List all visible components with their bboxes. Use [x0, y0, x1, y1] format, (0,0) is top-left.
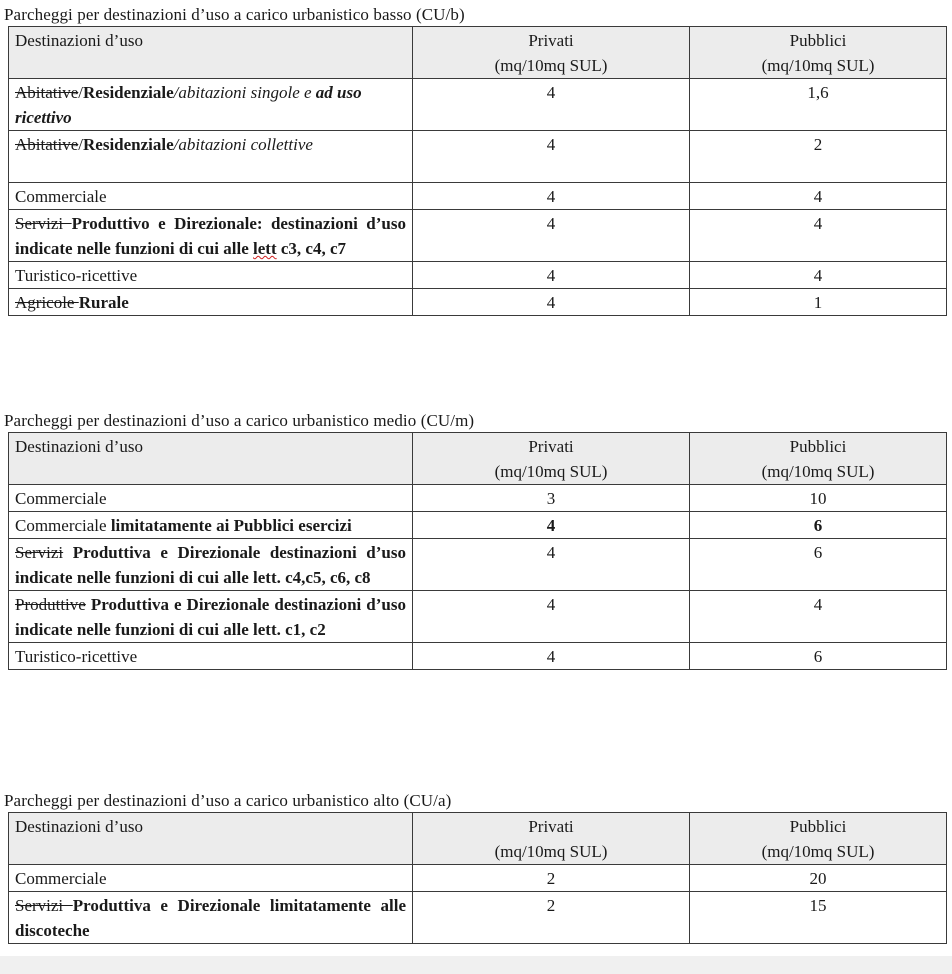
table-header-row	[9, 27, 947, 79]
bold-text: Produttiva e Direzionale destinazioni d’uso indicate nelle funzioni di cui alle lett. c4,c5, c6, c8	[15, 543, 406, 587]
table-row	[9, 210, 947, 262]
use-cell: Commerciale	[9, 865, 413, 892]
public-value: 20	[690, 865, 947, 892]
slash-text: /	[78, 135, 83, 154]
header-private	[413, 813, 690, 865]
table-row	[9, 591, 947, 643]
private-value: 4	[413, 210, 690, 262]
strike-text: Produttive	[15, 595, 86, 614]
table-row	[9, 865, 947, 892]
table-row	[9, 79, 947, 131]
plain-text: Commerciale	[15, 516, 107, 535]
table-row	[9, 485, 947, 512]
private-value: 3	[413, 485, 690, 512]
use-cell: Turistico-ricettive	[9, 262, 413, 289]
private-value: 4	[413, 289, 690, 316]
spellcheck-word: lett	[253, 239, 277, 258]
public-value: 10	[690, 485, 947, 512]
header-private	[413, 27, 690, 79]
italic-text: /abitazioni collettive	[173, 135, 313, 154]
bold-italic-text: ad uso ricettivo	[15, 83, 362, 127]
bold-text: Produttivo e Direzionale: destinazioni d’uso indicate nelle funzioni di cui alle	[15, 214, 406, 258]
public-value: 1,6	[690, 79, 947, 131]
use-cell	[9, 289, 413, 316]
use-cell	[9, 539, 413, 591]
header-public-label: Pubblici	[789, 437, 847, 456]
use-cell	[9, 591, 413, 643]
header-private-label: Privati	[528, 437, 574, 456]
table-row	[9, 643, 947, 670]
section-caption: Parcheggi per destinazioni d’uso a carico urbanistico alto (CU/a)	[4, 791, 452, 810]
section-cu-a	[0, 790, 952, 944]
table-header-row	[9, 813, 947, 865]
bold-text: Rurale	[78, 293, 129, 312]
header-public-label: Pubblici	[789, 31, 847, 50]
strike-text: Servizi	[15, 214, 72, 233]
header-public-label: Pubblici	[789, 817, 847, 836]
section-cu-b	[0, 4, 952, 316]
bold-text: Residenziale	[83, 135, 174, 154]
public-value	[690, 512, 947, 539]
public-value: 2	[690, 131, 947, 183]
parking-table-cu-m	[8, 432, 947, 670]
section-caption: Parcheggi per destinazioni d’uso a carico urbanistico medio (CU/m)	[4, 411, 475, 430]
private-value: 4	[413, 643, 690, 670]
use-cell: Commerciale	[9, 485, 413, 512]
public-value: 15	[690, 892, 947, 944]
header-public-unit: (mq/10mq SUL)	[761, 842, 875, 861]
use-cell	[9, 892, 413, 944]
table-row	[9, 512, 947, 539]
document-bottom-edge	[0, 956, 952, 974]
private-value: 4	[413, 183, 690, 210]
use-cell	[9, 512, 413, 539]
public-value: 6	[690, 643, 947, 670]
strike-text: Abitative	[15, 83, 79, 102]
table-row	[9, 892, 947, 944]
public-value: 1	[690, 289, 947, 316]
bold-text: Residenziale	[83, 83, 174, 102]
public-value: 4	[690, 183, 947, 210]
use-cell	[9, 79, 413, 131]
private-value: 4	[413, 591, 690, 643]
header-private	[413, 433, 690, 485]
slash-text: /	[78, 83, 83, 102]
parking-table-cu-a	[8, 812, 947, 944]
strike-text: Abitative	[15, 135, 79, 154]
header-private-label: Privati	[528, 31, 574, 50]
parking-table-cu-b	[8, 26, 947, 316]
private-value-bold: 4	[546, 516, 556, 535]
header-private-label: Privati	[528, 817, 574, 836]
header-public	[690, 433, 947, 485]
italic-text: /abitazioni singole e	[173, 83, 312, 102]
section-caption: Parcheggi per destinazioni d’uso a carico urbanistico basso (CU/b)	[4, 5, 465, 24]
table-row	[9, 289, 947, 316]
header-use: Destinazioni d’uso	[9, 27, 413, 79]
header-public-unit: (mq/10mq SUL)	[761, 462, 875, 481]
header-private-unit: (mq/10mq SUL)	[494, 56, 608, 75]
private-value	[413, 512, 690, 539]
private-value: 4	[413, 262, 690, 289]
header-private-unit: (mq/10mq SUL)	[494, 842, 608, 861]
public-value: 6	[690, 539, 947, 591]
use-cell	[9, 210, 413, 262]
bold-text: limitatamente ai Pubblici esercizi	[106, 516, 352, 535]
strike-text: Servizi	[15, 543, 64, 562]
header-private-unit: (mq/10mq SUL)	[494, 462, 608, 481]
bold-text: Produttiva e Direzionale destinazioni d’uso indicate nelle funzioni di cui alle lett. c1, c2	[15, 595, 406, 639]
table-row	[9, 539, 947, 591]
private-value: 4	[413, 131, 690, 183]
public-value: 4	[690, 262, 947, 289]
public-value: 4	[690, 591, 947, 643]
header-use: Destinazioni d’uso	[9, 813, 413, 865]
strike-text: Agricole	[15, 293, 79, 312]
header-public-unit: (mq/10mq SUL)	[761, 56, 875, 75]
private-value: 2	[413, 865, 690, 892]
header-public	[690, 813, 947, 865]
table-row	[9, 131, 947, 183]
private-value: 4	[413, 539, 690, 591]
header-public	[690, 27, 947, 79]
private-value: 2	[413, 892, 690, 944]
table-header-row	[9, 433, 947, 485]
table-row	[9, 262, 947, 289]
bold-text: c3, c4, c7	[276, 239, 346, 258]
strike-text: Servizi	[15, 896, 73, 915]
table-row	[9, 183, 947, 210]
private-value: 4	[413, 79, 690, 131]
bold-text: Produttiva e Direzionale limitatamente alle discoteche	[15, 896, 406, 940]
header-use: Destinazioni d’uso	[9, 433, 413, 485]
public-value: 4	[690, 210, 947, 262]
section-cu-m	[0, 410, 952, 670]
use-cell	[9, 131, 413, 183]
public-value-bold: 6	[813, 516, 823, 535]
use-cell: Commerciale	[9, 183, 413, 210]
use-cell: Turistico-ricettive	[9, 643, 413, 670]
